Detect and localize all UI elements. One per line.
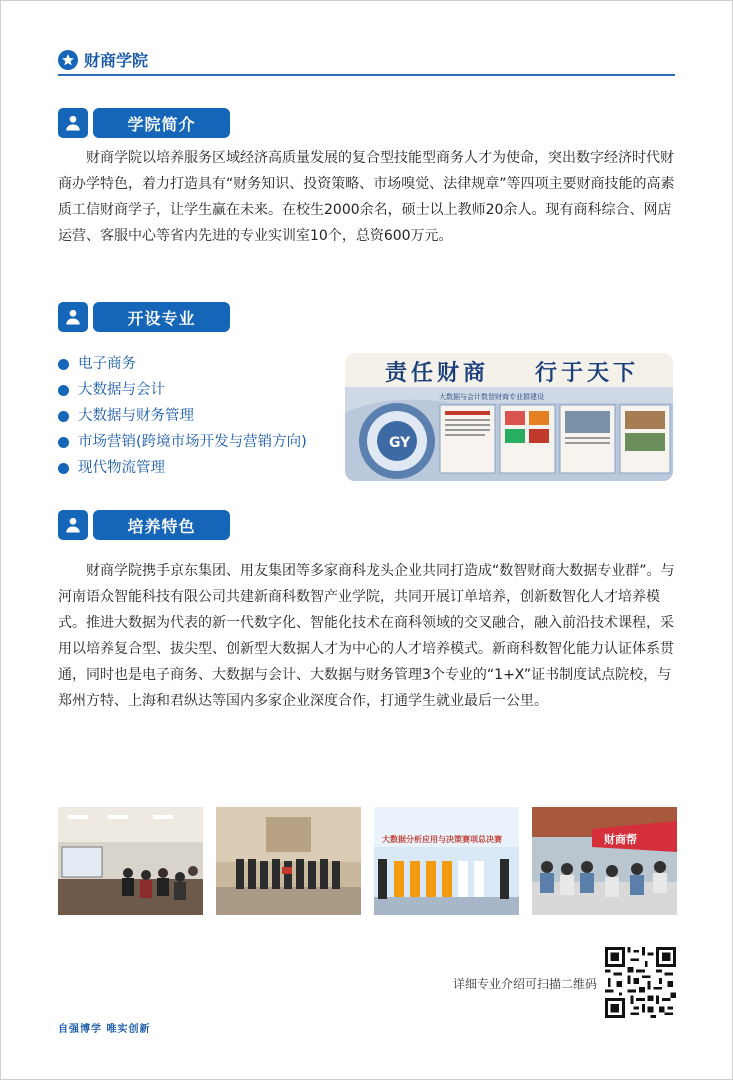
section-title: 培养特色 xyxy=(93,510,230,540)
list-item: 电子商务 xyxy=(58,351,307,377)
lobby-group-photo xyxy=(216,807,361,915)
section-title: 学院简介 xyxy=(93,108,230,138)
section-title: 开设专业 xyxy=(93,302,230,332)
person-icon xyxy=(58,302,88,332)
section-heading-intro xyxy=(58,108,230,138)
qr-code-icon[interactable] xyxy=(605,947,676,1018)
school-motto: 自强博学 唯实创新 xyxy=(58,1024,151,1035)
award-stage-photo xyxy=(374,807,519,915)
section-heading-features xyxy=(58,510,230,540)
list-item: 大数据与会计 xyxy=(58,377,307,403)
features-paragraph: 财商学院携手京东集团、用友集团等多家商科龙头企业共同打造成“数智财商大数据专业群”。与河南语众智能科技有限公司共建新商科数智产业学院，共同开展订单培养，创新数智化人才培养模式。推进大数据为代表的新一代数字化、智能化技术在商科领域的交叉融合，融入前沿技术课程，采用以培养复合型、拔尖型、创新型大数据人才为中心的人才培养模式。新商科数智化能力认证体系贯通，同时也是电子商务、大数据与会计、大数据与财务管理3个专业的“1+X”证书制度试点院校，与郑州方特、上海和君纵达等国内多家企业深度合作，打通学生就业最后一公里。 xyxy=(58,563,675,709)
board-title: 大数据与会计数智财商专业群建设 xyxy=(439,393,544,401)
intro-paragraph: 财商学院以培养服务区域经济高质量发展的复合型技能型商务人才为使命，突出数字经济时代财商办学特色，着力打造具有“财务知识、投资策略、市场嗅觉、法律规章”等四项主要财商技能的高素质工信财商学子，让学生赢在未来。在校生2000余名，硕士以上教师20余人。现有商科综合、网店运营、客服中心等省内先进的专业实训室10个，总资600万元。 xyxy=(58,150,675,244)
booth-event-photo xyxy=(532,807,677,915)
list-item: 大数据与财务管理 xyxy=(58,403,307,429)
page-header xyxy=(58,48,148,71)
page-title: 财商学院 xyxy=(84,51,149,70)
booth-banner: 财商帮 xyxy=(604,833,637,846)
section-heading-majors xyxy=(58,302,230,332)
svg-text:GY: GY xyxy=(389,435,411,451)
slogan-left: 责任财商 xyxy=(385,360,490,386)
person-icon xyxy=(58,510,88,540)
person-icon xyxy=(58,108,88,138)
display-wall-photo xyxy=(345,353,673,481)
bullet-icon xyxy=(58,411,69,422)
header-divider xyxy=(58,74,675,76)
bullet-icon xyxy=(58,359,69,370)
stage-banner: 大数据分析应用与决策赛项总决赛 xyxy=(382,835,502,844)
bullet-icon xyxy=(58,437,69,448)
qr-caption: 详细专业介绍可扫描二维码 xyxy=(452,977,597,991)
classroom-photo xyxy=(58,807,203,915)
bullet-icon xyxy=(58,463,69,474)
bullet-icon xyxy=(58,385,69,396)
majors-list xyxy=(58,351,307,481)
star-icon xyxy=(58,50,78,70)
slogan-right: 行于天下 xyxy=(535,360,640,386)
list-item: 市场营销(跨境市场开发与营销方向) xyxy=(58,429,307,455)
list-item: 现代物流管理 xyxy=(58,455,307,481)
